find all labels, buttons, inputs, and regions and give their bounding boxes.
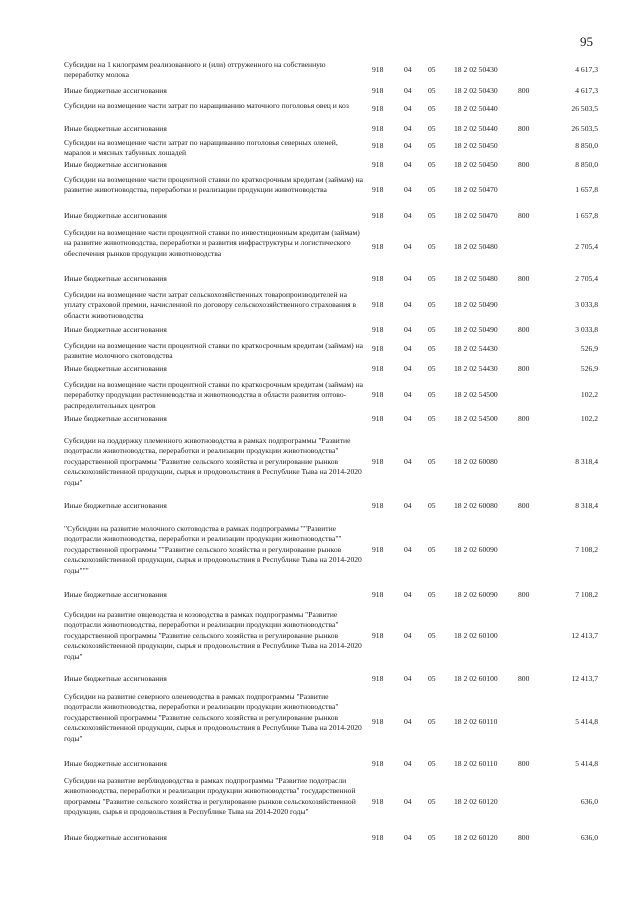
row-subsection: 05 <box>428 211 436 220</box>
row-sum: 8 318,4 <box>575 501 598 510</box>
row-subsection: 05 <box>428 124 436 133</box>
row-description: Иные бюджетные ассигнования <box>64 211 167 220</box>
row-subsection: 05 <box>428 414 436 423</box>
row-admin-code: 918 <box>372 590 384 599</box>
row-sum: 8 850,0 <box>575 160 598 169</box>
row-section: 04 <box>404 160 412 169</box>
row-admin-code: 918 <box>372 104 384 113</box>
row-subsection: 05 <box>428 390 436 399</box>
row-target-code: 18 2 02 50430 <box>454 65 498 74</box>
row-subsection: 05 <box>428 325 436 334</box>
row-section: 04 <box>404 364 412 373</box>
row-subsection: 05 <box>428 160 436 169</box>
row-section: 04 <box>404 631 412 640</box>
row-target-code: 18 2 02 60100 <box>454 631 498 640</box>
row-target-code: 18 2 02 54500 <box>454 390 498 399</box>
row-admin-code: 918 <box>372 674 384 683</box>
row-subsection: 05 <box>428 104 436 113</box>
row-sum: 636,0 <box>580 797 598 806</box>
row-subsection: 05 <box>428 797 436 806</box>
row-admin-code: 918 <box>372 141 384 150</box>
row-description: Иные бюджетные ассигнования <box>64 414 167 423</box>
row-subsection: 05 <box>428 631 436 640</box>
row-description: Субсидии на возмещение части затрат сельскохозяйственных товаропроизводителей на уплату страховой премии, начисленной по договору сельскохозяйственного страхования в области животноводства <box>64 290 357 320</box>
row-expense-type: 800 <box>518 211 530 220</box>
row-sum: 1 657,8 <box>575 211 598 220</box>
row-description: Иные бюджетные ассигнования <box>64 364 167 373</box>
page-number: 95 <box>580 34 593 49</box>
row-subsection: 05 <box>428 274 436 283</box>
row-section: 04 <box>404 211 412 220</box>
row-section: 04 <box>404 141 412 150</box>
row-admin-code: 918 <box>372 717 384 726</box>
row-description: Субсидии на поддержку племенного животноводства в рамках подпрограммы "Развитие подотрасли животноводства, переработки и реализации продукции животноводства" государственной программы "Развитие сельского хозяйства и регулирование рынков сельскохозяйственной продукции, сырья и продовольствия в Республике Тыва на 2014-2020 годы" <box>64 436 362 487</box>
row-admin-code: 918 <box>372 160 384 169</box>
row-subsection: 05 <box>428 759 436 768</box>
row-subsection: 05 <box>428 833 436 842</box>
row-sum: 526,9 <box>580 344 598 353</box>
row-target-code: 18 2 02 60090 <box>454 545 498 554</box>
row-target-code: 18 2 02 60120 <box>454 833 498 842</box>
row-sum: 3 033,8 <box>575 300 598 309</box>
row-admin-code: 918 <box>372 65 384 74</box>
row-description: Субсидии на 1 килограмм реализованного и (или) отгруженного на собственную переработку молока <box>64 60 326 80</box>
row-admin-code: 918 <box>372 344 384 353</box>
row-section: 04 <box>404 797 412 806</box>
row-target-code: 18 2 02 50490 <box>454 300 498 309</box>
row-subsection: 05 <box>428 300 436 309</box>
row-subsection: 05 <box>428 185 436 194</box>
row-target-code: 18 2 02 50470 <box>454 185 498 194</box>
row-description: Иные бюджетные ассигнования <box>64 160 167 169</box>
row-sum: 526,9 <box>580 364 598 373</box>
row-sum: 26 503,5 <box>571 124 598 133</box>
row-target-code: 18 2 02 60100 <box>454 674 498 683</box>
row-sum: 636,0 <box>580 833 598 842</box>
row-description: Иные бюджетные ассигнования <box>64 833 167 842</box>
row-admin-code: 918 <box>372 414 384 423</box>
row-target-code: 18 2 02 54430 <box>454 364 498 373</box>
row-subsection: 05 <box>428 501 436 510</box>
row-target-code: 18 2 02 50480 <box>454 274 498 283</box>
row-expense-type: 800 <box>518 160 530 169</box>
row-section: 04 <box>404 457 412 466</box>
row-sum: 4 617,3 <box>575 86 598 95</box>
row-sum: 5 414,8 <box>575 759 598 768</box>
row-section: 04 <box>404 833 412 842</box>
row-sum: 1 657,8 <box>575 185 598 194</box>
row-expense-type: 800 <box>518 414 530 423</box>
row-subsection: 05 <box>428 545 436 554</box>
row-target-code: 18 2 02 60080 <box>454 501 498 510</box>
row-expense-type: 800 <box>518 364 530 373</box>
row-description: Иные бюджетные ассигнования <box>64 274 167 283</box>
row-sum: 2 705,4 <box>575 242 598 251</box>
row-expense-type: 800 <box>518 501 530 510</box>
row-target-code: 18 2 02 60110 <box>454 759 498 768</box>
row-admin-code: 918 <box>372 185 384 194</box>
row-section: 04 <box>404 65 412 74</box>
row-sum: 26 503,5 <box>571 104 598 113</box>
row-expense-type: 800 <box>518 833 530 842</box>
row-description: Субсидии на возмещение части затрат по наращиванию поголовья северных оленей, маралов и мясных табунных лошадей <box>64 138 338 158</box>
row-sum: 8 318,4 <box>575 457 598 466</box>
row-admin-code: 918 <box>372 457 384 466</box>
row-description: Субсидии на развитие северного оленеводства в рамках подпрограммы "Развитие подотрасли животноводства, переработки и реализации продукции животноводства" государственной программы "Развитие сельского хозяйства и регулирование рынков сельскохозяйственной продукции, сырья и продовольствия в Республике Тыва на 2014-2020 годы" <box>64 692 362 743</box>
row-admin-code: 918 <box>372 759 384 768</box>
row-admin-code: 918 <box>372 86 384 95</box>
row-admin-code: 918 <box>372 833 384 842</box>
row-target-code: 18 2 02 50480 <box>454 242 498 251</box>
row-section: 04 <box>404 242 412 251</box>
row-target-code: 18 2 02 60110 <box>454 717 498 726</box>
row-subsection: 05 <box>428 590 436 599</box>
row-admin-code: 918 <box>372 300 384 309</box>
row-description: Субсидии на возмещение части затрат по наращиванию маточного поголовья овец и коз <box>64 101 349 110</box>
row-sum: 2 705,4 <box>575 274 598 283</box>
row-sum: 7 108,2 <box>575 590 598 599</box>
row-expense-type: 800 <box>518 674 530 683</box>
row-admin-code: 918 <box>372 797 384 806</box>
row-subsection: 05 <box>428 674 436 683</box>
row-section: 04 <box>404 501 412 510</box>
row-description: Субсидии на развитие верблюдоводства в рамках подпрограммы "Развитие подотрасли животноводства, переработки и реализации продукции животноводства" государственной программы "Развитие сельского хозяйства и регулирование рынков сельскохозяйственной продукции, сырья и продовольствия в Республике Тыва на 2014-2020 годы" <box>64 776 356 817</box>
row-subsection: 05 <box>428 717 436 726</box>
row-target-code: 18 2 02 50450 <box>454 141 498 150</box>
row-target-code: 18 2 02 50490 <box>454 325 498 334</box>
row-sum: 102,2 <box>580 390 598 399</box>
row-section: 04 <box>404 300 412 309</box>
row-description: Иные бюджетные ассигнования <box>64 124 167 133</box>
row-sum: 7 108,2 <box>575 545 598 554</box>
row-target-code: 18 2 02 50440 <box>454 124 498 133</box>
row-target-code: 18 2 02 54500 <box>454 414 498 423</box>
row-section: 04 <box>404 590 412 599</box>
row-subsection: 05 <box>428 457 436 466</box>
row-section: 04 <box>404 717 412 726</box>
row-admin-code: 918 <box>372 545 384 554</box>
row-section: 04 <box>404 274 412 283</box>
row-target-code: 18 2 02 60090 <box>454 590 498 599</box>
row-sum: 4 617,3 <box>575 65 598 74</box>
row-section: 04 <box>404 390 412 399</box>
row-sum: 12 413,7 <box>571 631 598 640</box>
row-admin-code: 918 <box>372 211 384 220</box>
row-sum: 5 414,8 <box>575 717 598 726</box>
row-section: 04 <box>404 86 412 95</box>
row-description: Субсидии на возмещение части процентной ставки по инвестиционным кредитам (займам) на развитие животноводства, переработки и развития инфраструктуры и логистического обеспечения рынков продукции животноводства <box>64 228 360 258</box>
row-description: Субсидии на развитие овцеводства и козоводства в рамках подпрограммы "Развитие подотрасли животноводства, переработки и реализации продукции животноводства" государственной программы "Развитие сельского хозяйства и регулирование рынков сельскохозяйственной продукции, сырья и продовольствия в Республике Тыва на 2014-2020 годы" <box>64 610 362 661</box>
row-description: Иные бюджетные ассигнования <box>64 590 167 599</box>
row-section: 04 <box>404 104 412 113</box>
row-expense-type: 800 <box>518 759 530 768</box>
row-section: 04 <box>404 674 412 683</box>
row-section: 04 <box>404 759 412 768</box>
row-expense-type: 800 <box>518 325 530 334</box>
row-admin-code: 918 <box>372 364 384 373</box>
row-expense-type: 800 <box>518 590 530 599</box>
row-section: 04 <box>404 545 412 554</box>
row-admin-code: 918 <box>372 390 384 399</box>
row-admin-code: 918 <box>372 242 384 251</box>
row-section: 04 <box>404 185 412 194</box>
row-section: 04 <box>404 344 412 353</box>
row-admin-code: 918 <box>372 631 384 640</box>
row-sum: 12 413,7 <box>571 674 598 683</box>
row-description: Иные бюджетные ассигнования <box>64 325 167 334</box>
row-description: Субсидии на возмещение части процентной ставки по краткосрочным кредитам (займам) на развитие молочного скотоводства <box>64 341 364 361</box>
row-target-code: 18 2 02 50440 <box>454 104 498 113</box>
row-admin-code: 918 <box>372 325 384 334</box>
row-expense-type: 800 <box>518 86 530 95</box>
row-sum: 3 033,8 <box>575 325 598 334</box>
row-target-code: 18 2 02 50470 <box>454 211 498 220</box>
row-description: Субсидии на возмещение части процентной ставки по краткосрочным кредитам (займам) на переработку продукции растениеводства и животноводства в области развития оптово-распределительных центров <box>64 380 364 410</box>
row-target-code: 18 2 02 60080 <box>454 457 498 466</box>
row-subsection: 05 <box>428 344 436 353</box>
row-admin-code: 918 <box>372 124 384 133</box>
row-subsection: 05 <box>428 364 436 373</box>
row-description: Иные бюджетные ассигнования <box>64 674 167 683</box>
row-subsection: 05 <box>428 242 436 251</box>
row-expense-type: 800 <box>518 124 530 133</box>
row-target-code: 18 2 02 60120 <box>454 797 498 806</box>
row-description: Субсидии на возмещение части процентной ставки по краткосрочным кредитам (займам) на развитие животноводства, переработки и реализации продукции животноводства <box>64 175 364 195</box>
row-admin-code: 918 <box>372 274 384 283</box>
row-description: Иные бюджетные ассигнования <box>64 501 167 510</box>
row-subsection: 05 <box>428 65 436 74</box>
row-section: 04 <box>404 325 412 334</box>
row-sum: 102,2 <box>580 414 598 423</box>
row-description: "Субсидии на развитие молочного скотоводства в рамках подпрограммы ""Развитие подотрасли животноводства, переработки и реализации продукции животноводства"" государственной программы ""Развитие сельского хозяйства и регулирование рынков сельскохозяйственной продукции, сырья и продовольствия в Республике Тыва на 2014-2020 годы""" <box>64 524 362 575</box>
row-target-code: 18 2 02 54430 <box>454 344 498 353</box>
row-target-code: 18 2 02 50430 <box>454 86 498 95</box>
row-subsection: 05 <box>428 86 436 95</box>
row-subsection: 05 <box>428 141 436 150</box>
row-description: Иные бюджетные ассигнования <box>64 86 167 95</box>
row-admin-code: 918 <box>372 501 384 510</box>
row-sum: 8 850,0 <box>575 141 598 150</box>
row-description: Иные бюджетные ассигнования <box>64 759 167 768</box>
row-target-code: 18 2 02 50450 <box>454 160 498 169</box>
row-section: 04 <box>404 124 412 133</box>
row-section: 04 <box>404 414 412 423</box>
row-expense-type: 800 <box>518 274 530 283</box>
